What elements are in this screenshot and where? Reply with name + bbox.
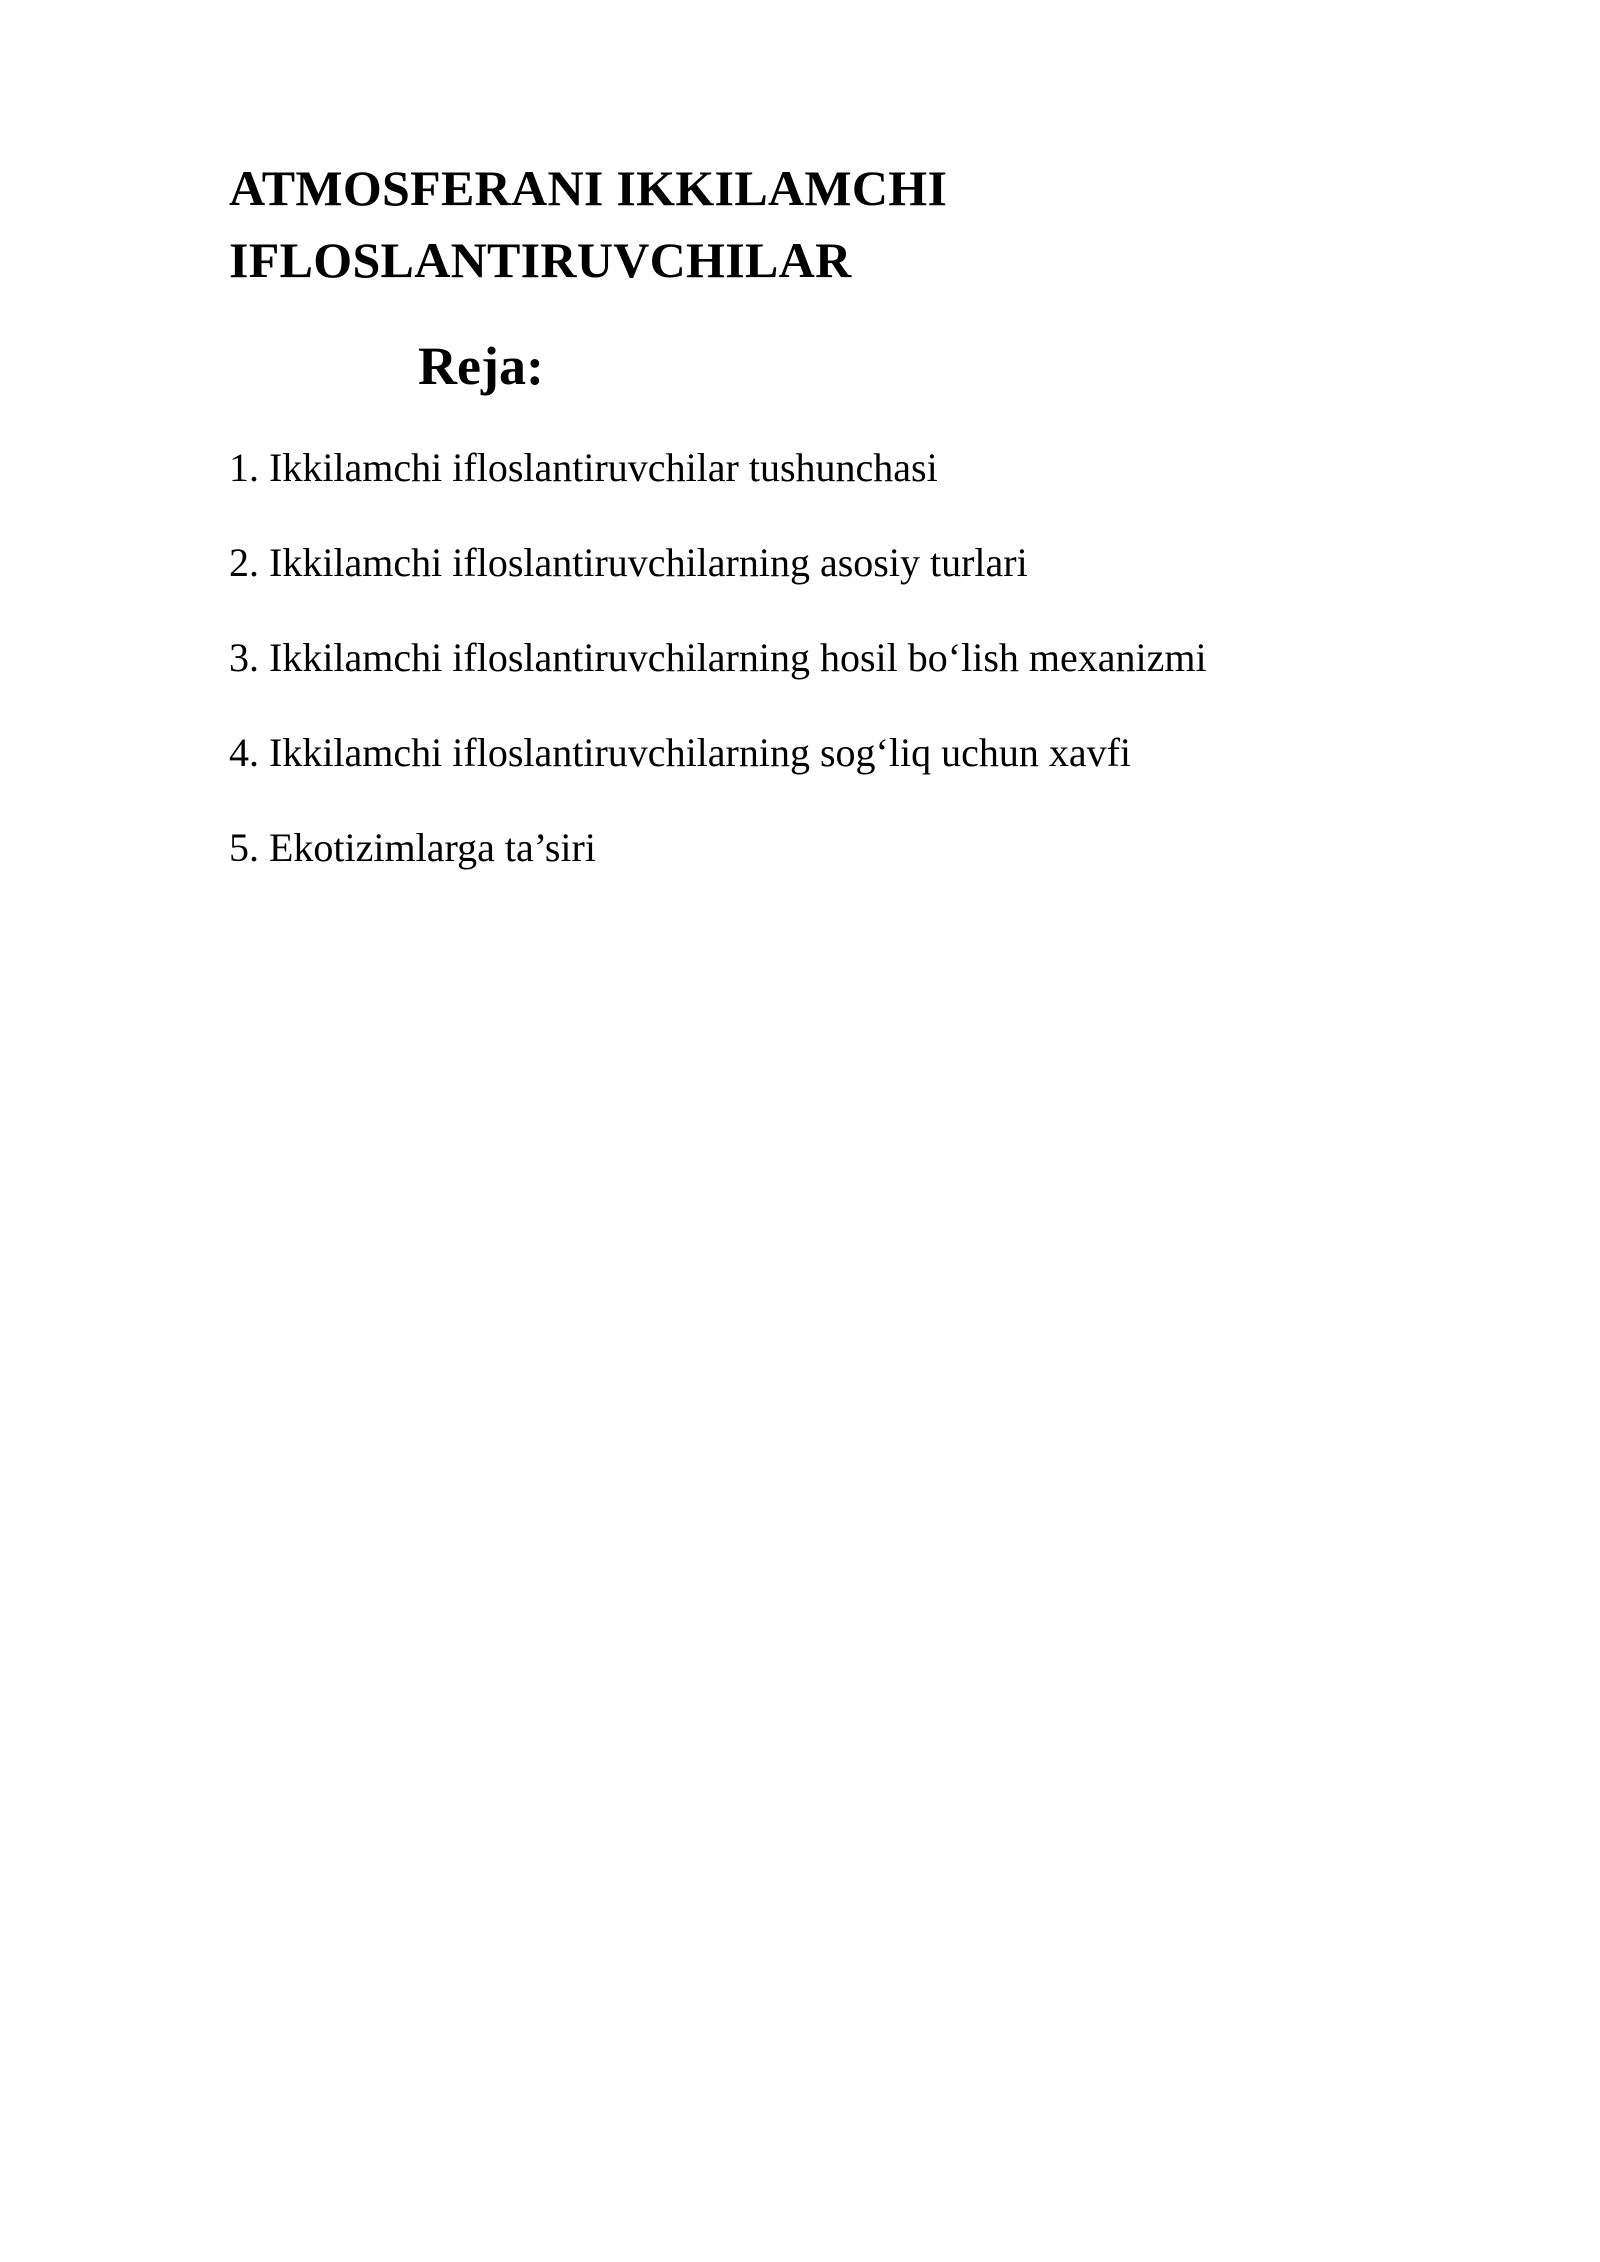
plan-list	[229, 438, 1207, 913]
page-title	[229, 152, 947, 296]
plan-item: 2. Ikkilamchi ifloslantiruvchilarning asosiy turlari	[229, 540, 1028, 585]
plan-item: 5. Ekotizimlarga ta’siri	[229, 825, 596, 870]
plan-item: 3. Ikkilamchi ifloslantiruvchilarning hosil bo‘lish mexanizmi	[229, 635, 1207, 680]
plan-item: 4. Ikkilamchi ifloslantiruvchilarning sog‘liq uchun xavfi	[229, 730, 1132, 775]
title-line-2: IFLOSLANTIRUVCHILAR	[229, 232, 852, 288]
plan-item: 1. Ikkilamchi ifloslantiruvchilar tushunchasi	[229, 445, 938, 490]
title-line-1: ATMOSFERANI IKKILAMCHI	[229, 160, 948, 216]
plan-heading: Reja:	[418, 336, 544, 396]
